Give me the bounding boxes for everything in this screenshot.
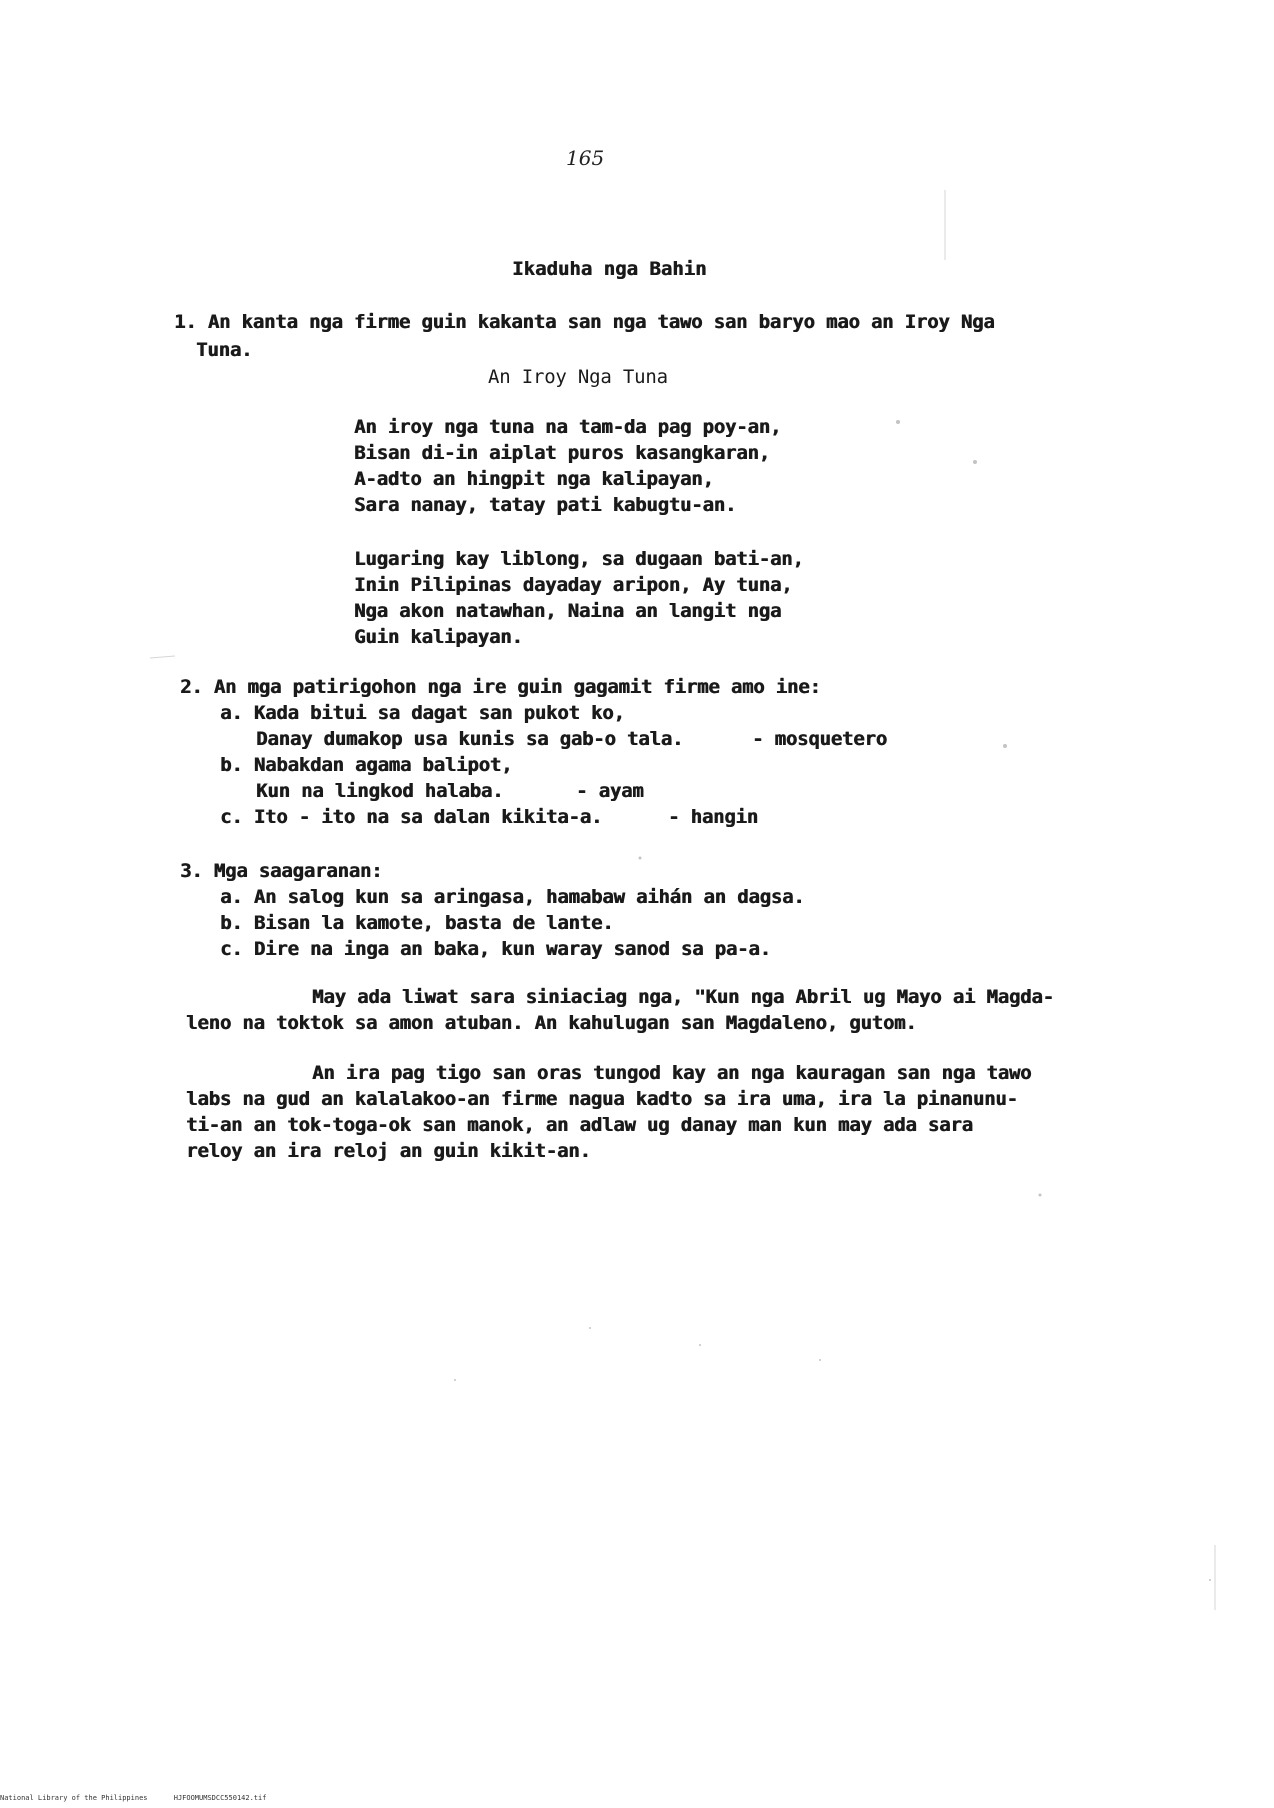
riddle-c-line: c. Ito - ito na sa dalan kikita-a. — [220, 806, 603, 828]
stanza2-line1: Lugaring kay liblong, sa dugaan bati-an, — [354, 548, 804, 570]
riddle-b-answer: - ayam — [576, 780, 644, 802]
page-number: 165 — [566, 146, 605, 170]
para2-line2: labs na gud an kalalakoo-an firme nagua kadto sa ira uma, ira la pinanunu- — [186, 1088, 1018, 1110]
para2-line1: An ira pag tigo san oras tungod kay an nga kauragan san nga tawo — [312, 1062, 1032, 1084]
para1-line1: May ada liwat sara siniaciag nga, "Kun nga Abril ug Mayo ai Magda- — [312, 986, 1054, 1008]
stanza1-line4: Sara nanay, tatay pati kabugtu-an. — [354, 494, 737, 516]
riddle-a-line1: a. Kada bitui sa dagat san pukot ko, — [220, 702, 625, 724]
item1-line2: Tuna. — [196, 339, 253, 361]
item1-line1: 1. An kanta nga firme guin kakanta san nga tawo san baryo mao an Iroy Nga — [174, 311, 995, 333]
song-title: An Iroy Nga Tuna — [488, 366, 668, 388]
stanza2-line2: Inin Pilipinas dayaday aripon, Ay tuna, — [354, 574, 793, 596]
riddle-a-answer: - mosquetero — [752, 728, 887, 750]
item2-intro: 2. An mga patirigohon nga ire guin gagamit firme amo ine: — [180, 676, 821, 698]
stanza2-line4: Guin kalipayan. — [354, 626, 523, 648]
para2-line3: ti-an an tok-toga-ok san manok, an adlaw ug danay man kun may ada sara — [186, 1114, 973, 1136]
riddle-c-answer: - hangin — [668, 806, 758, 828]
riddle-a-line2: Danay dumakop usa kunis sa gab-o tala. — [256, 728, 684, 750]
riddle-b-line2: Kun na lingkod halaba. — [256, 780, 504, 802]
section-heading: Ikaduha nga Bahin — [512, 258, 707, 280]
stanza1-line2: Bisan di-in aiplat puros kasangkaran, — [354, 442, 770, 464]
footer-source: National Library of the Philippines — [0, 1794, 148, 1802]
stanza1-line3: A-adto an hingpit nga kalipayan, — [354, 468, 714, 490]
para1-line2: leno na toktok sa amon atuban. An kahulugan san Magdaleno, gutom. — [186, 1012, 917, 1034]
proverb-b: b. Bisan la kamote, basta de lante. — [220, 912, 614, 934]
footer-file: HJFOOMUMSDCC550142.tif — [173, 1794, 267, 1802]
proverb-a: a. An salog kun sa aringasa, hamabaw aihán an dagsa. — [220, 886, 805, 908]
riddle-b-line1: b. Nabakdan agama balipot, — [220, 754, 513, 776]
stanza2-line3: Nga akon natawhan, Naina an langit nga — [354, 600, 782, 622]
para2-line4: reloy an ira reloj an guin kikit-an. — [186, 1140, 591, 1162]
proverb-c: c. Dire na inga an baka, kun waray sanod sa pa-a. — [220, 938, 771, 960]
stanza1-line1: An iroy nga tuna na tam-da pag poy-an, — [354, 416, 782, 438]
scan-footer — [0, 1794, 288, 1802]
item3-intro: 3. Mga saagaranan: — [180, 860, 383, 882]
